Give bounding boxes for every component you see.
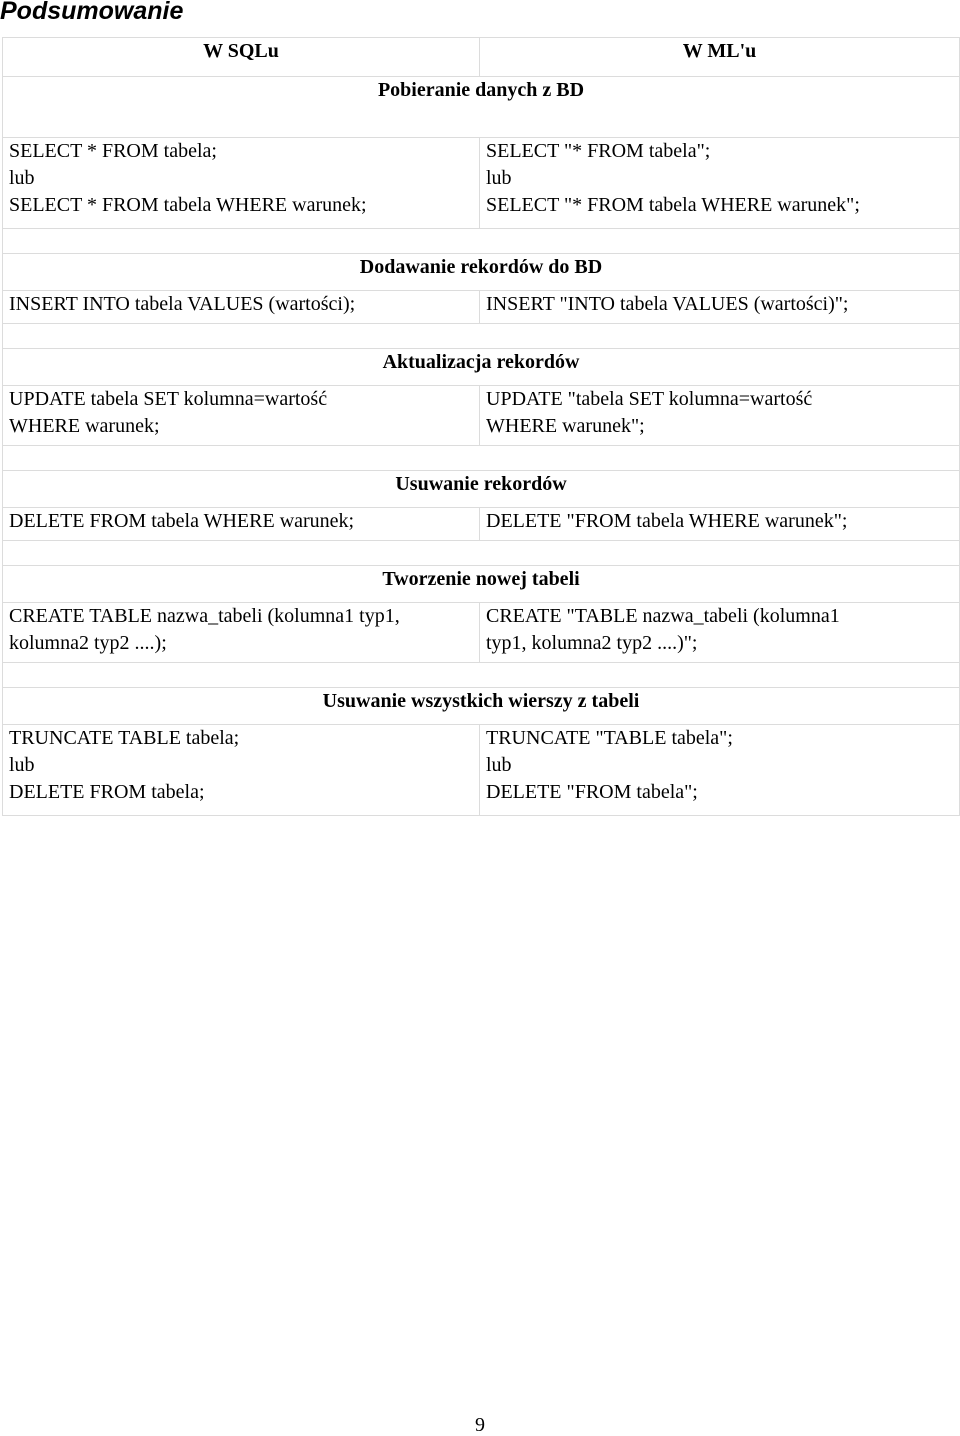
section-heading-delete: Usuwanie rekordów (3, 471, 960, 508)
table-row (3, 508, 960, 541)
sql-cell-insert: INSERT INTO tabela VALUES (wartości); (3, 291, 480, 324)
section-header-row (3, 254, 960, 291)
spacer-row (3, 446, 960, 471)
section-heading-truncate: Usuwanie wszystkich wierszy z tabeli (3, 688, 960, 725)
spacer-cell (3, 663, 960, 688)
table-header-row (3, 38, 960, 77)
column-header-sql: W SQLu (3, 38, 480, 77)
ml-cell-select: SELECT "* FROM tabela"; lub SELECT "* FROM tabela WHERE warunek"; (480, 138, 960, 229)
spacer-cell (3, 541, 960, 566)
spacer-row (3, 229, 960, 254)
section-header-row (3, 566, 960, 603)
section-heading-update: Aktualizacja rekordów (3, 349, 960, 386)
ml-cell-truncate: TRUNCATE "TABLE tabela"; lub DELETE "FROM tabela"; (480, 725, 960, 816)
section-header-row (3, 77, 960, 138)
table-row (3, 291, 960, 324)
sql-cell-create: CREATE TABLE nazwa_tabeli (kolumna1 typ1, kolumna2 typ2 ....); (3, 603, 480, 663)
sql-cell-delete: DELETE FROM tabela WHERE warunek; (3, 508, 480, 541)
table-row (3, 603, 960, 663)
summary-table (2, 37, 960, 816)
spacer-row (3, 663, 960, 688)
ml-cell-create: CREATE "TABLE nazwa_tabeli (kolumna1 typ1, kolumna2 typ2 ....)"; (480, 603, 960, 663)
page-title: Podsumowanie (0, 0, 184, 25)
sql-cell-update: UPDATE tabela SET kolumna=wartość WHERE warunek; (3, 386, 480, 446)
section-header-row (3, 471, 960, 508)
spacer-row (3, 541, 960, 566)
section-heading-insert: Dodawanie rekordów do BD (3, 254, 960, 291)
section-header-row (3, 349, 960, 386)
page-number: 9 (475, 1414, 485, 1436)
spacer-cell (3, 229, 960, 254)
column-header-ml: W ML'u (480, 38, 960, 77)
sql-cell-truncate: TRUNCATE TABLE tabela; lub DELETE FROM tabela; (3, 725, 480, 816)
sql-cell-select: SELECT * FROM tabela; lub SELECT * FROM tabela WHERE warunek; (3, 138, 480, 229)
spacer-row (3, 324, 960, 349)
ml-cell-delete: DELETE "FROM tabela WHERE warunek"; (480, 508, 960, 541)
section-heading-create: Tworzenie nowej tabeli (3, 566, 960, 603)
table-row (3, 725, 960, 816)
table-row (3, 138, 960, 229)
spacer-cell (3, 446, 960, 471)
section-heading-select: Pobieranie danych z BD (3, 77, 960, 138)
spacer-cell (3, 324, 960, 349)
section-header-row (3, 688, 960, 725)
ml-cell-update: UPDATE "tabela SET kolumna=wartość WHERE warunek"; (480, 386, 960, 446)
ml-cell-insert: INSERT "INTO tabela VALUES (wartości)"; (480, 291, 960, 324)
table-row (3, 386, 960, 446)
